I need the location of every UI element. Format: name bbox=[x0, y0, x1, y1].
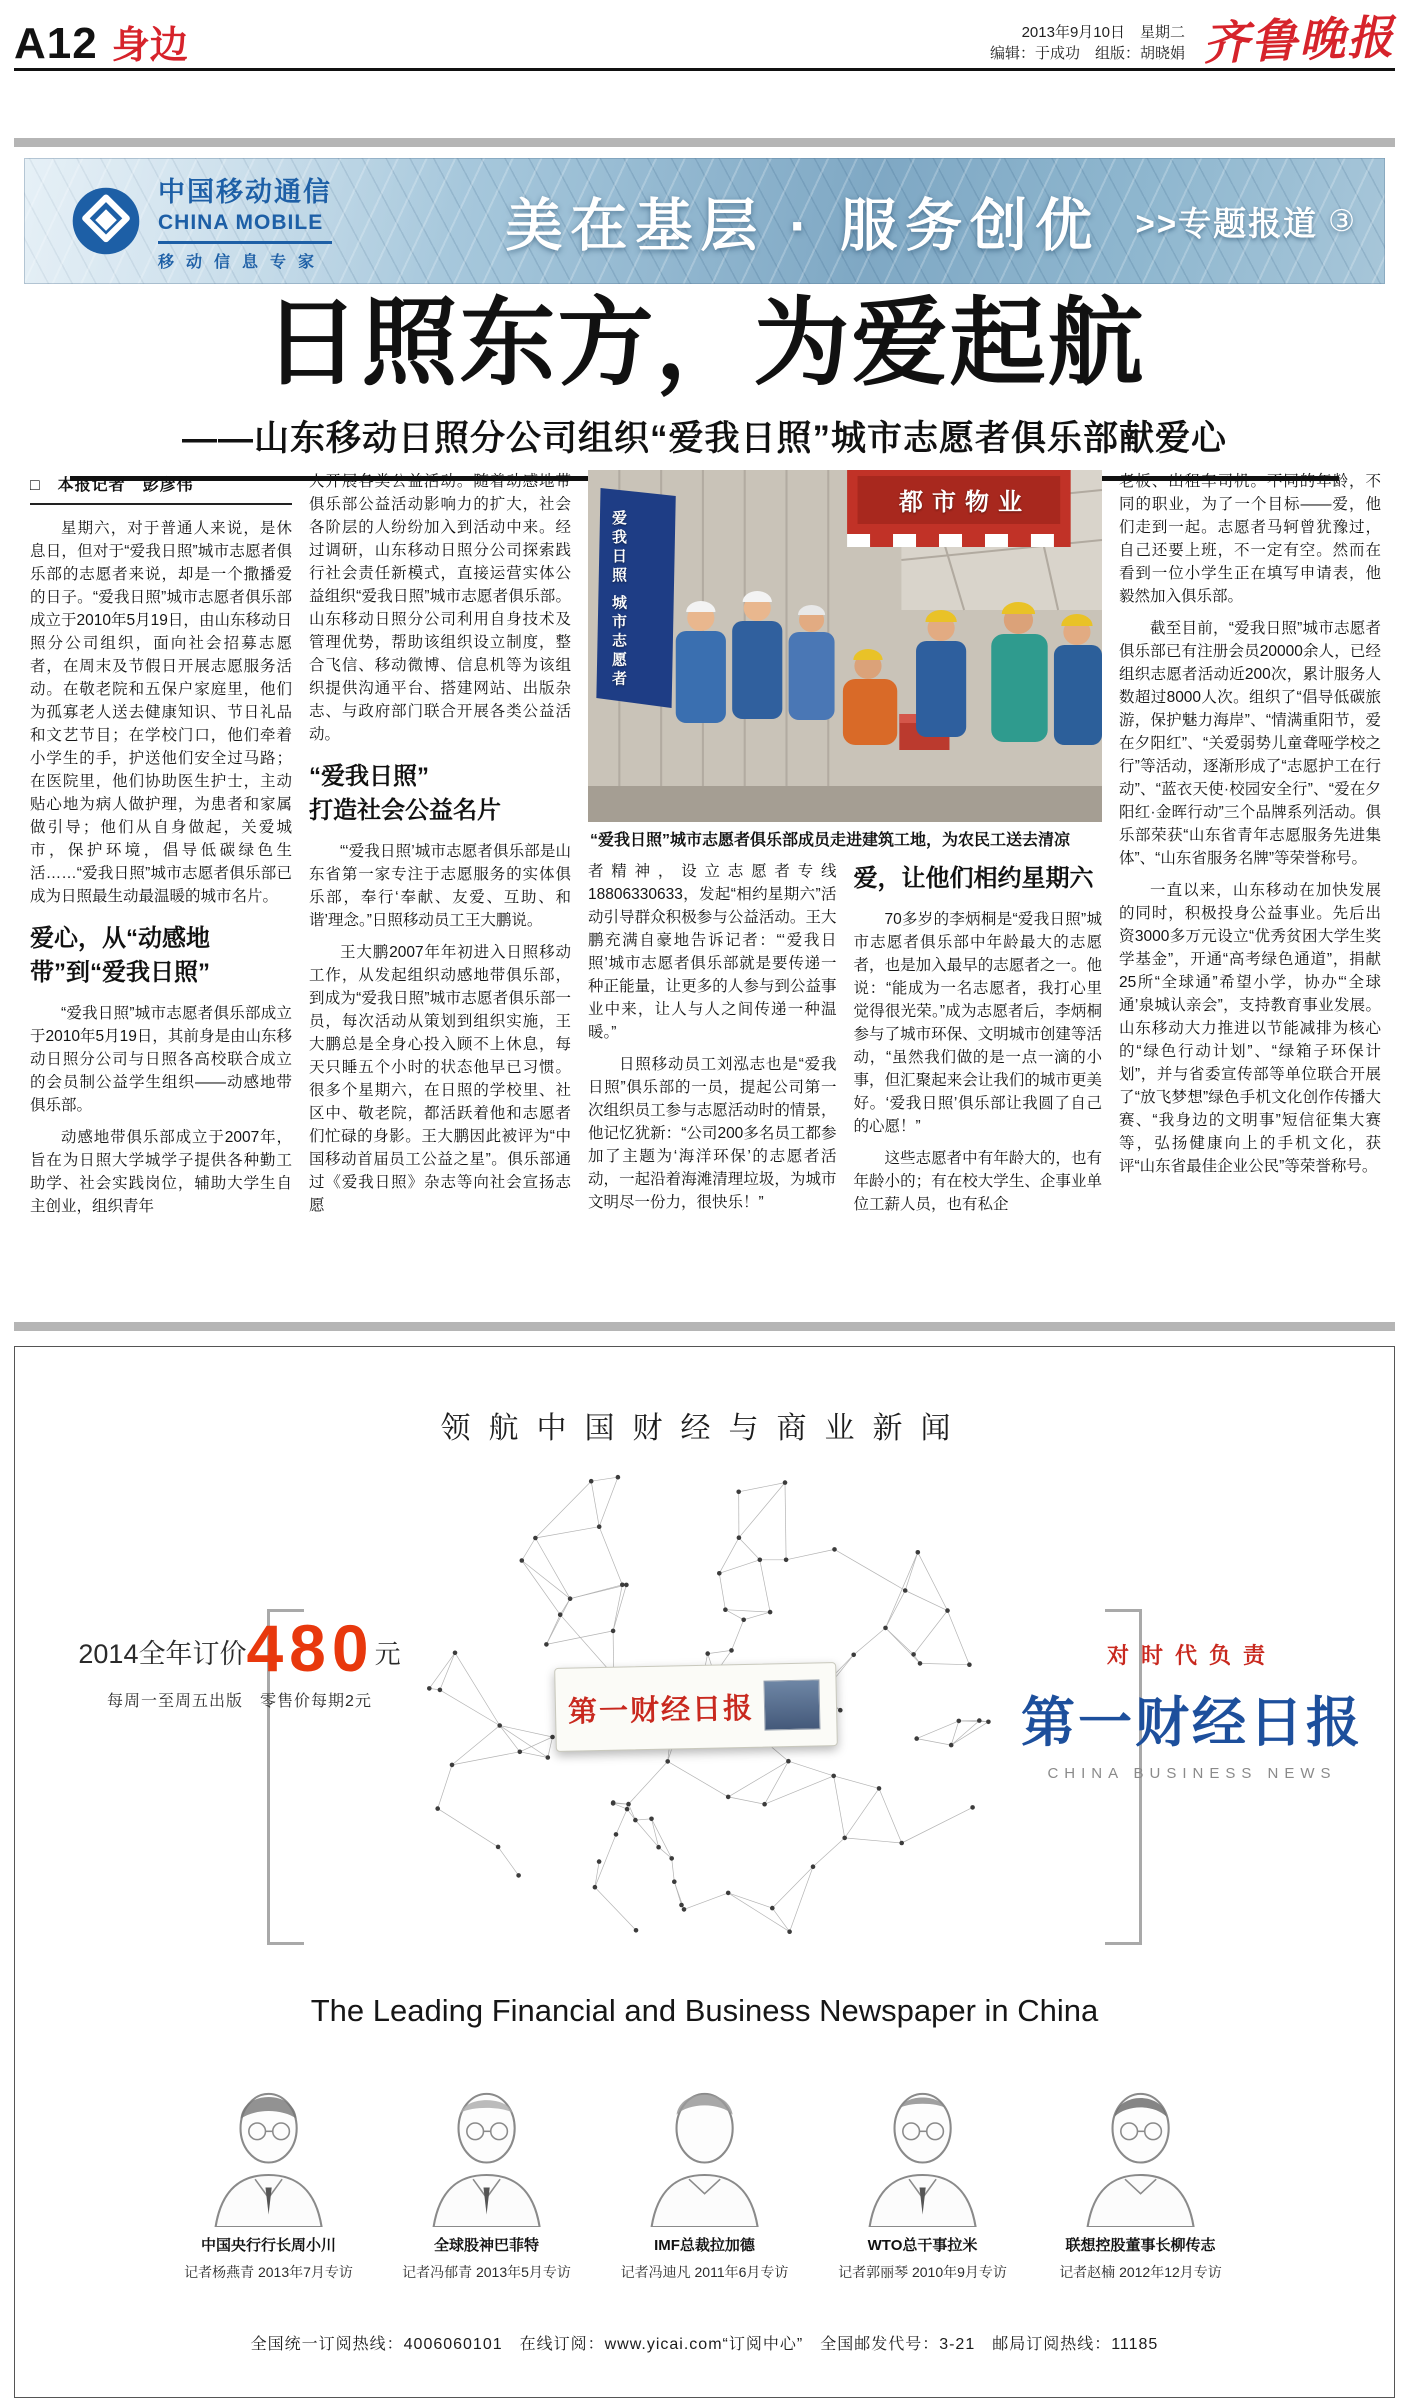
section-name: 身边 bbox=[111, 24, 188, 67]
news-photo-illustration bbox=[588, 470, 1102, 822]
article-middle-section bbox=[588, 470, 1102, 1318]
portrait-interview: 记者赵楠 2012年12月专访 bbox=[1059, 2264, 1222, 2280]
portrait-name: 中国央行行长周小川 bbox=[200, 2237, 336, 2254]
page-number: A12 bbox=[14, 19, 98, 69]
photo-canopy-text: 都市物业 bbox=[899, 489, 1031, 516]
price-value: 480 bbox=[246, 1611, 375, 1685]
article-column-3 bbox=[588, 860, 837, 1318]
article-column-1 bbox=[30, 470, 292, 1318]
page-header bbox=[14, 6, 1395, 71]
portrait-item bbox=[609, 2071, 801, 2282]
newspaper-masthead: 齐鲁晚报 bbox=[1202, 11, 1396, 70]
separator-bar bbox=[14, 1322, 1395, 1331]
china-mobile-text-block bbox=[158, 170, 332, 272]
byline: □ 本报记者 彭彦伟 bbox=[30, 470, 292, 505]
portrait-name: 全球股神巴菲特 bbox=[433, 2237, 539, 2254]
paragraph: 一直以来，山东移动在加快发展的同时，积极投身公益事业。先后出资3000多万元设立“优秀贫困大学生奖学基金”，开通“高考绿色通道”，捐献25所“全球通”希望小学，协办“‘全球通’泉城认亲会”，支持教育事业发展。山东移动大力推进以节能减排为核心的“绿色行动计划”、“绿箱子环保计划”，并与省委宣传部等单位联合开展了“放飞梦想”绿色手机文化创作传播大赛、“我身边的文明事”短信征集大赛等，弘扬健康向上的手机文化，获评“山东省最佳企业公民”等荣誉称号。 bbox=[1119, 882, 1381, 1175]
series-tag-text: >>专题报道 bbox=[1135, 204, 1319, 242]
portrait-sketch-icon bbox=[1073, 2071, 1208, 2227]
china-mobile-banner bbox=[24, 158, 1385, 284]
china-mobile-rule bbox=[158, 241, 332, 244]
china-mobile-name-en: CHINA MOBILE bbox=[158, 211, 324, 234]
paragraph: “爱我日照”城市志愿者俱乐部成立于2010年5月19日，其前身是由山东移动日照分公司与日照各高校联合成立的会员制公益学生组织——动感地带俱乐部。 bbox=[30, 1005, 292, 1114]
portrait-item bbox=[827, 2071, 1019, 2282]
article-column-2 bbox=[309, 470, 571, 1318]
subhead-2-line1: “爱我日照” bbox=[309, 763, 429, 790]
article-subheadline: ——山东移动日照分公司组织“爱我日照”城市志愿者俱乐部献爱心 bbox=[70, 411, 1339, 481]
price-line bbox=[67, 1611, 412, 1685]
page-header-right bbox=[989, 11, 1396, 70]
china-mobile-slogan: 移动信息专家 bbox=[158, 254, 327, 271]
portrait-name: 联想控股董事长柳传志 bbox=[1065, 2237, 1216, 2254]
paragraph: 王大鹏2007年年初进入日照移动工作，从发起组织动感地带俱乐部，到成为“爱我日照”城市志愿者俱乐部一员，每次活动从策划到组织实施，王大鹏总是全身心投入顾不上休息，每天只睡五个小时的状态他早已习惯。很多个星期六，在日照的学校里、社区中、敬老院，都活跃着他和志愿者们忙碌的身影。王大鹏因此被评为“中国移动首届员工公益之星”。俱乐部通过《爱我日照》杂志等向社会宣扬志愿 bbox=[309, 944, 571, 1214]
interviewee-portraits bbox=[15, 2071, 1394, 2282]
portrait-sketch-icon bbox=[419, 2071, 554, 2227]
china-mobile-logo-block bbox=[24, 170, 470, 272]
portrait-item bbox=[1045, 2071, 1237, 2282]
paragraph: 老板、出租车司机。不同的年龄，不同的职业，为了一个目标——爱，他们走到一起。志愿者马轲曾犹豫过，自己还要上班，不一定有空。然而在看到一位小学生正在填写申请表，他毅然加入俱乐部。 bbox=[1119, 473, 1381, 605]
separator-bar bbox=[14, 138, 1395, 147]
paragraph: 动感地带俱乐部成立于2007年，旨在为日照大学城学子提供各种勤工助学、社会实践岗位，辅助大学生自主创业，组织青年 bbox=[30, 1129, 292, 1215]
china-mobile-name-cn: 中国移动通信 bbox=[158, 177, 332, 207]
brand-name-en: CHINA BUSINESS NEWS bbox=[1047, 1765, 1337, 1782]
china-mobile-logo-icon bbox=[70, 185, 142, 257]
article-headline: 日照东方，为爱起航 bbox=[263, 290, 1146, 397]
series-tag-number: ③ bbox=[1328, 204, 1355, 238]
article-column-5 bbox=[1119, 470, 1381, 1318]
ad-title: 领航中国财经与商业新闻 bbox=[440, 1412, 969, 1445]
subhead-2-line2: 打造社会公益名片 bbox=[309, 797, 501, 824]
brand-motto: 对时代负责 bbox=[1106, 1643, 1277, 1668]
portrait-interview: 记者杨燕青 2013年7月专访 bbox=[184, 2264, 353, 2280]
paragraph: 星期六，对于普通人来说，是休息日，但对于“爱我日照”城市志愿者俱乐部的志愿者来说，却是一个撒播爱的日子。“爱我日照”城市志愿者俱乐部成立于2010年5月19日，由山东移动日照分公司组织，面向社会招募志愿者，在周末及节假日开展志愿服务活动。在敬老院和五保户家庭里，他们为孤寡老人送去健康知识、节日礼品和文艺节目；在学校门口，他们牵着小学生的手，护送他们安全过马路；在医院里，他们协助医生护士，主动贴心地为病人做护理，为患者和家属做引导；他们从自身做起，关爱城市，保护环境，倡导低碳绿色生活……“爱我日照”城市志愿者俱乐部已成为日照最生动最温暖的城市名片。 bbox=[30, 520, 292, 905]
newspaper-roll-graphic bbox=[554, 1662, 838, 1752]
portrait-sketch-icon bbox=[855, 2071, 990, 2227]
subhead-2 bbox=[309, 760, 571, 828]
paragraph: “‘爱我日照’城市志愿者俱乐部是山东省第一家专注于志愿服务的实体俱乐部，奉行‘奉献、友爱、互助、和谐’理念。”日照移动员工王大鹏说。 bbox=[309, 843, 571, 929]
cbn-advertisement bbox=[14, 1346, 1395, 2398]
headline-block bbox=[40, 290, 1369, 481]
news-photo bbox=[588, 470, 1102, 822]
subhead-1: 爱心，从“动感地带”到“爱我日照” bbox=[30, 925, 210, 986]
newspaper-roll-photo bbox=[763, 1679, 820, 1730]
cbn-brand-block bbox=[1016, 1639, 1368, 1782]
paragraph: 日照移动员工刘泓志也是“爱我日照”俱乐部的一员，提起公司第一次组织员工参与志愿活动时的情景，他记忆犹新：“公司200多名员工都参加了主题为‘海洋环保’的志愿者活动，一起沿着海滩清理垃圾，为城市文明尽一份力，很快乐！” bbox=[588, 1056, 837, 1211]
date-editor-block bbox=[990, 22, 1185, 64]
paragraph: 这些志愿者中有年龄大的，也有年龄小的；有在校大学生、企事业单位工薪人员，也有私企 bbox=[853, 1150, 1102, 1213]
portrait-interview: 记者冯郁青 2013年5月专访 bbox=[402, 2264, 571, 2280]
brand-name-cn: 第一财经日报 bbox=[1021, 1693, 1363, 1753]
article-body bbox=[30, 470, 1381, 1318]
date-line: 2013年9月10日 星期二 bbox=[1021, 24, 1185, 41]
banner-series-tag bbox=[1136, 198, 1385, 245]
paragraph: 者精神，设立志愿者专线18806330633，发起“相约星期六”活动引导群众积极参与公益活动。王大鹏充满自豪地告诉记者：“‘爱我日照’城市志愿者俱乐部就是要传递一种正能量，让更多的人参与到公益事业中来，让人与人之间传递一种温暖。” bbox=[588, 863, 837, 1041]
photo-caption: “爱我日照”城市志愿者俱乐部成员走进建筑工地，为农民工送去清凉 bbox=[590, 832, 1071, 849]
portrait-interview: 记者冯迪凡 2011年6月专访 bbox=[620, 2264, 789, 2280]
price-label: 2014全年订价 bbox=[78, 1639, 247, 1669]
portrait-item bbox=[173, 2071, 365, 2282]
portrait-item bbox=[391, 2071, 583, 2282]
price-unit: 元 bbox=[374, 1639, 401, 1669]
page-header-left bbox=[14, 19, 188, 69]
portrait-sketch-icon bbox=[637, 2071, 772, 2227]
banner-slogan: 美在基层 · 服务创优 bbox=[505, 194, 1101, 258]
portrait-name: WTO总干事拉米 bbox=[867, 2237, 978, 2254]
article-column-4 bbox=[854, 860, 1103, 1318]
ad-english-tagline: The Leading Financial and Business Newspaper in China bbox=[310, 1993, 1099, 2028]
newspaper-roll-masthead: 第一财经日报 bbox=[567, 1692, 755, 1729]
portrait-name: IMF总裁拉加德 bbox=[654, 2237, 755, 2254]
editor-line: 编辑：于成功 组版：胡晓娟 bbox=[989, 45, 1185, 62]
portrait-interview: 记者郭丽琴 2010年9月专访 bbox=[838, 2264, 1007, 2280]
subscription-price-block bbox=[67, 1611, 412, 1711]
subhead-3: 爱，让他们相约星期六 bbox=[853, 865, 1094, 892]
middle-columns bbox=[588, 860, 1102, 1318]
paragraph: 截至目前，“爱我日照”城市志愿者俱乐部已有注册会员20000余人，已经组织志愿者活动近200次，累计服务人数超过8000人次。组织了“倡导低碳旅游，保护魅力海岸”、“情满重阳节，爱在夕阳红”、“关爱弱势儿童聋哑学校之行”等活动，逐渐形成了“志愿护工在行动”、“蓝衣天使·校园安全行”、“爱在夕阳红·金晖行动”三个品牌系列活动。俱乐部荣获“山东省青年志愿服务先进集体”、“山东省服务名牌”等荣誉称号。 bbox=[1119, 620, 1381, 867]
paragraph: 人开展各类公益活动。随着动感地带俱乐部公益活动影响力的扩大，社会各阶层的人纷纷加入到活动中来。经过调研，山东移动日照分公司探索践行社会责任新模式，直接运营实体公益组织“爱我日照”城市志愿者俱乐部。山东移动日照分公司利用自身技术及管理优势，帮助该组织设立制度，整合飞信、移动微博、信息机等为该组织提供沟通平台、搭建网站、出版杂志、与政府部门联合开展各类公益活动。 bbox=[309, 473, 571, 743]
subscription-hotline: 全国统一订阅热线：4006060101 在线订阅：www.yicai.com“订阅中心” 全国邮发代号：3-21 邮局订阅热线：11185 bbox=[250, 2336, 1159, 2353]
portrait-sketch-icon bbox=[201, 2071, 336, 2227]
paragraph: 70多岁的李炳桐是“爱我日照”城市志愿者俱乐部中年龄最大的志愿者，也是加入最早的志愿者之一。他说：“能成为一名志愿者，我打心里觉得很光荣。”成为志愿者后，李炳桐参与了城市环保、文明城市创建等活动，“虽然我们做的是一点一滴的小事，但汇聚起来会让我们的城市更美好。‘爱我日照’俱乐部让我圆了自己的心愿！” bbox=[853, 911, 1102, 1135]
photo-flag-text: 爱我日照 城市志愿者 bbox=[610, 510, 627, 690]
price-note: 每周一至周五出版 零售价每期2元 bbox=[107, 1693, 372, 1711]
